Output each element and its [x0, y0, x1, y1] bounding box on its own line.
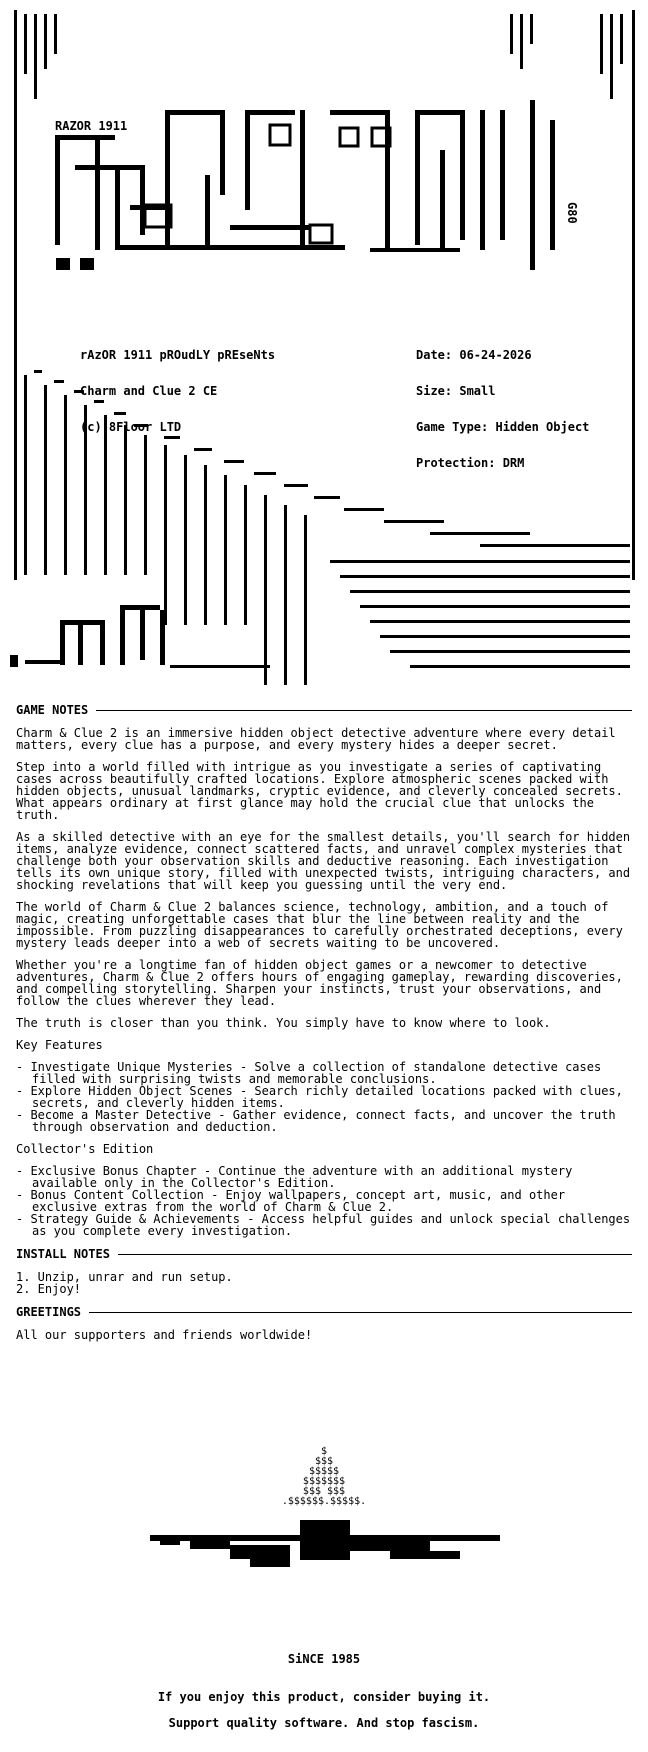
section-title: INSTALL NOTES	[16, 1247, 110, 1261]
divider	[118, 1254, 632, 1255]
install-step: 2. Enjoy!	[16, 1282, 82, 1296]
install-step: 1. Unzip, unrar and run setup.	[16, 1270, 233, 1284]
release-line: Charm and Clue 2 CE	[80, 384, 218, 398]
svg-text:$$$: $$$	[314, 1456, 334, 1467]
release-line: rAzOR 1911 pROudLY pREseNts	[80, 348, 276, 362]
group-logo	[0, 1440, 648, 1640]
section-game-notes	[16, 703, 632, 717]
divider	[96, 710, 632, 711]
vertical-label	[565, 202, 579, 226]
footer-line-2: Support quality software. And stop fascism.	[168, 1716, 480, 1730]
meta-line: Protection: DRM	[416, 456, 525, 470]
svg-text:$: $	[320, 1446, 328, 1457]
paragraph: The world of Charm & Clue 2 balances science, technology, ambition, and a touch of magic, creating unforgettable cases that blur the line between reality and the impossible. From puzzling disappearances to carefully orchestrated deceptions, every mystery leads deeper into a web of secrets waiting to be uncovered.	[16, 900, 631, 950]
section-install-notes	[16, 1247, 632, 1261]
list-item: - Explore Hidden Object Scenes - Search richly detailed locations packed with clues, secrets, and cleverly hidden items.	[16, 1085, 632, 1109]
since-label: SiNCE 1985	[287, 1652, 361, 1666]
meta-line: Size: Small	[416, 384, 496, 398]
section-greetings	[16, 1305, 632, 1319]
meta-line: Game Type: Hidden Object	[416, 420, 590, 434]
list-item: - Investigate Unique Mysteries - Solve a collection of standalone detective cases filled with surprising twists and memorable conclusions.	[16, 1061, 632, 1085]
divider	[89, 1312, 632, 1313]
svg-text:.$$$$$$.$$$$$.: .$$$$$$.$$$$$.	[281, 1496, 367, 1507]
svg-text:$$$$$$$: $$$$$$$	[302, 1476, 346, 1487]
list-item: - Bonus Content Collection - Enjoy wallpapers, concept art, music, and other exclusive extras from the world of Charm & Clue 2.	[16, 1189, 632, 1213]
paragraph: The truth is closer than you think. You simply have to know where to look.	[16, 1016, 551, 1030]
vertical-label-text: G80	[565, 202, 579, 224]
svg-text:$$$ $$$: $$$ $$$	[302, 1486, 346, 1497]
list-item: - Become a Master Detective - Gather evidence, connect facts, and uncover the truth through observation and deduction.	[16, 1109, 632, 1133]
svg-text:$$$$$: $$$$$	[308, 1466, 340, 1477]
key-features-title: Key Features	[16, 1038, 103, 1052]
release-meta	[416, 325, 589, 481]
footer-line-1: If you enjoy this product, consider buying it.	[157, 1690, 491, 1704]
section-title: GAME NOTES	[16, 703, 89, 717]
paragraph: Step into a world filled with intrigue as you investigate a series of captivating cases across beautifully crafted locations. Explore atmospheric scenes packed with hidden objects, unusual landmarks, cryptic evidence, and cleverly concealed secrets. What appears ordinary at first glance may hold the crucial clue that unlocks the truth.	[16, 760, 631, 822]
ce-title: Collector's Edition	[16, 1142, 154, 1156]
meta-line: Date: 06-24-2026	[416, 348, 532, 362]
list-item: - Strategy Guide & Achievements - Access helpful guides and unlock special challenges as you complete every investigation.	[16, 1213, 632, 1237]
paragraph: Charm & Clue 2 is an immersive hidden object detective adventure where every detail matters, every clue has a purpose, and every mystery hides a deeper secret.	[16, 726, 623, 752]
nfo-body	[16, 703, 638, 1342]
left-border-dashes	[14, 10, 17, 580]
list-item: - Exclusive Bonus Chapter - Continue the adventure with an additional mystery available only in the Collector's Edition.	[16, 1165, 632, 1189]
ce-features-list	[16, 1165, 632, 1237]
greetings-text: All our supporters and friends worldwide!	[16, 1328, 313, 1342]
release-line: (c) 8Floor LTD	[80, 420, 182, 434]
brand-label: RAZOR 1911	[55, 119, 128, 133]
paragraph: As a skilled detective with an eye for the smallest details, you'll search for hidden items, analyze evidence, connect scattered facts, and unravel complex mysteries that challenge both your observation skills and deductive reasoning. Each investigation tells its own unique story, filled with unexpected twists, intriguing characters, and shocking revelations that will keep you guessing until the very end.	[16, 830, 638, 892]
key-features-list	[16, 1061, 632, 1133]
paragraph: Whether you're a longtime fan of hidden object games or a newcomer to detective adventures, Charm & Clue 2 offers hours of engaging gameplay, rewarding discoveries, and compelling storytelling. Sharpen your instincts, trust your observations, and follow the clues wherever they lead.	[16, 958, 631, 1008]
section-title: GREETINGS	[16, 1305, 82, 1319]
release-info	[80, 325, 275, 445]
